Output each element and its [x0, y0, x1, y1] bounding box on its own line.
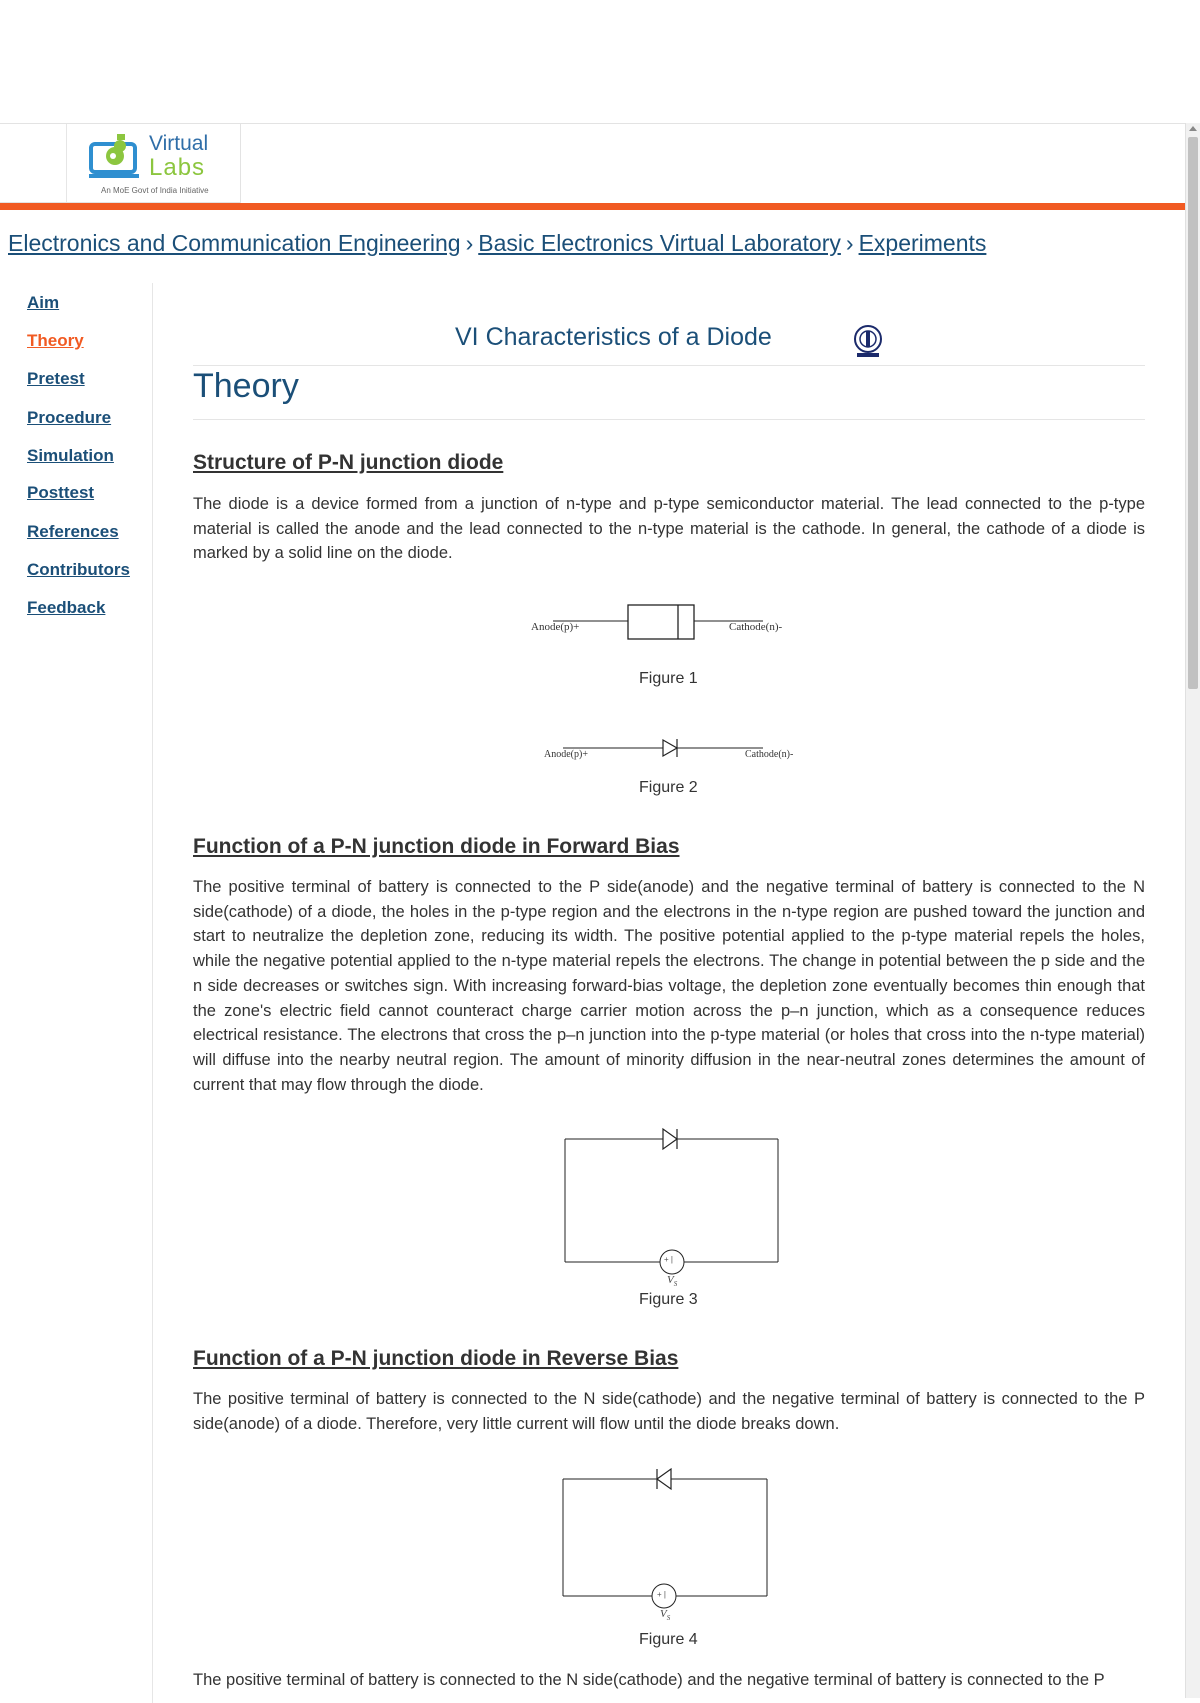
sidebar-item-feedback[interactable]: Feedback	[27, 598, 106, 617]
figure-4-caption: Figure 4	[639, 1631, 698, 1648]
section-heading-reverse-bias: Function of a P-N junction diode in Reverse Bias	[193, 1347, 679, 1370]
section-text-continued: The positive terminal of battery is connected to the N side(cathode) and the negative terminal of battery is connected to the P	[193, 1671, 1105, 1689]
sidebar-item-contributors[interactable]: Contributors	[27, 560, 130, 579]
logo-virtual-text: Virtual	[149, 132, 209, 155]
fig4-source-sign: + |	[657, 1590, 666, 1599]
experiment-title: VI Characteristics of a Diode	[455, 323, 772, 351]
sidebar-item-simulation[interactable]: Simulation	[27, 446, 114, 465]
fig4-vs-label: $V_S$	[660, 1608, 671, 1623]
experiment-title-bar	[193, 303, 1145, 366]
fig4-diode-triangle	[657, 1469, 671, 1489]
figure-2-caption: Figure 2	[639, 779, 698, 796]
breadcrumb-link-ece[interactable]: Electronics and Communication Engineering	[8, 230, 461, 256]
fig3-source-sign: + |	[664, 1255, 673, 1264]
page-heading-bar	[193, 365, 1145, 420]
top-blank-area	[0, 0, 1200, 123]
scroll-thumb[interactable]	[1188, 137, 1198, 689]
header-accent-bar	[0, 203, 1186, 210]
sidebar-item-theory[interactable]: Theory	[27, 331, 84, 350]
sidebar-item-procedure[interactable]: Procedure	[27, 408, 112, 427]
diode-body	[628, 605, 694, 639]
flask-icon	[89, 130, 145, 182]
breadcrumb-separator: ›	[845, 230, 854, 256]
section-heading-forward-bias: Function of a P-N junction diode in Forward Bias	[193, 835, 680, 858]
fig1-cathode-label: Cathode(n)-	[729, 621, 783, 633]
section-text-reverse-bias: The positive terminal of battery is connected to the N side(cathode) and the negative terminal of battery is connected to the P side(anode) of a diode. Therefore, very little current will flow until the diode breaks down.	[193, 1390, 1145, 1433]
sidebar-item-pretest[interactable]: Pretest	[27, 369, 85, 388]
section-text-structure: The diode is a device formed from a junction of n-type and p-type semiconductor material. The lead connected to the p-type material is called the anode and the lead connected to the n-type material is the cathode. In general, the cathode of a diode is marked by a solid line on the diode.	[193, 495, 1145, 563]
logo-labs-text: Labs	[149, 154, 206, 181]
sidebar-item-aim[interactable]: Aim	[27, 293, 60, 312]
institute-emblem-icon	[853, 323, 883, 359]
sidebar-nav	[0, 283, 153, 1703]
fig2-anode-label: Anode(p)+	[544, 749, 588, 760]
scroll-up-icon[interactable]	[1189, 126, 1197, 131]
reverse-bias-circuit	[561, 1467, 773, 1623]
logo-tagline: An MoE Govt of India Initiative	[101, 186, 209, 195]
section-heading-structure: Structure of P-N junction diode	[193, 451, 504, 474]
section-text-forward-bias: The positive terminal of battery is connected to the P side(anode) and the negative terminal of battery is connected to the N side(cathode) of a diode, the holes in the p-type region and the electrons in the n-type region are pushed toward the junction and start to neutralize the depletion zone, reducing its width. The positive potential applied to the p-type material repels the holes, while the negative potential applied to the n-type material repels the electrons. The change in potential between the p side and the n side decreases or switches sign. With increasing forward-bias voltage, the depletion zone eventually becomes thin enough that the zone's electric field cannot counteract charge carrier motion across the p–n junction, which as a consequence reduces electrical resistance. The electrons that cross the p–n junction into the p-type material (or holes that cross into the n-type material) will diffuse into the nearby neutral region. The amount of minority diffusion in the near-neutral zones determines the amount of current that may flow through the diode.	[193, 878, 1145, 1094]
fig2-cathode-label: Cathode(n)-	[745, 749, 794, 760]
breadcrumb-link-lab[interactable]: Basic Electronics Virtual Laboratory	[478, 230, 841, 256]
logo[interactable]	[66, 124, 241, 202]
site-header	[0, 123, 1186, 204]
fig3-diode-triangle	[663, 1129, 677, 1149]
logo-container[interactable]	[0, 124, 241, 203]
forward-bias-circuit	[563, 1125, 783, 1285]
fig3-vs-label: $V_S$	[667, 1274, 678, 1289]
page-heading: Theory	[193, 367, 299, 405]
breadcrumb-separator: ›	[465, 230, 474, 256]
figure-1-caption: Figure 1	[639, 670, 698, 687]
breadcrumb-link-experiments[interactable]: Experiments	[858, 230, 987, 256]
diode-triangle	[663, 740, 677, 756]
figure-3-caption: Figure 3	[639, 1291, 698, 1308]
breadcrumb	[8, 230, 986, 257]
sidebar-item-references[interactable]: References	[27, 522, 119, 541]
page-scrollbar[interactable]	[1185, 123, 1200, 1698]
fig1-anode-label: Anode(p)+	[531, 621, 580, 633]
sidebar-item-posttest[interactable]: Posttest	[27, 483, 95, 502]
